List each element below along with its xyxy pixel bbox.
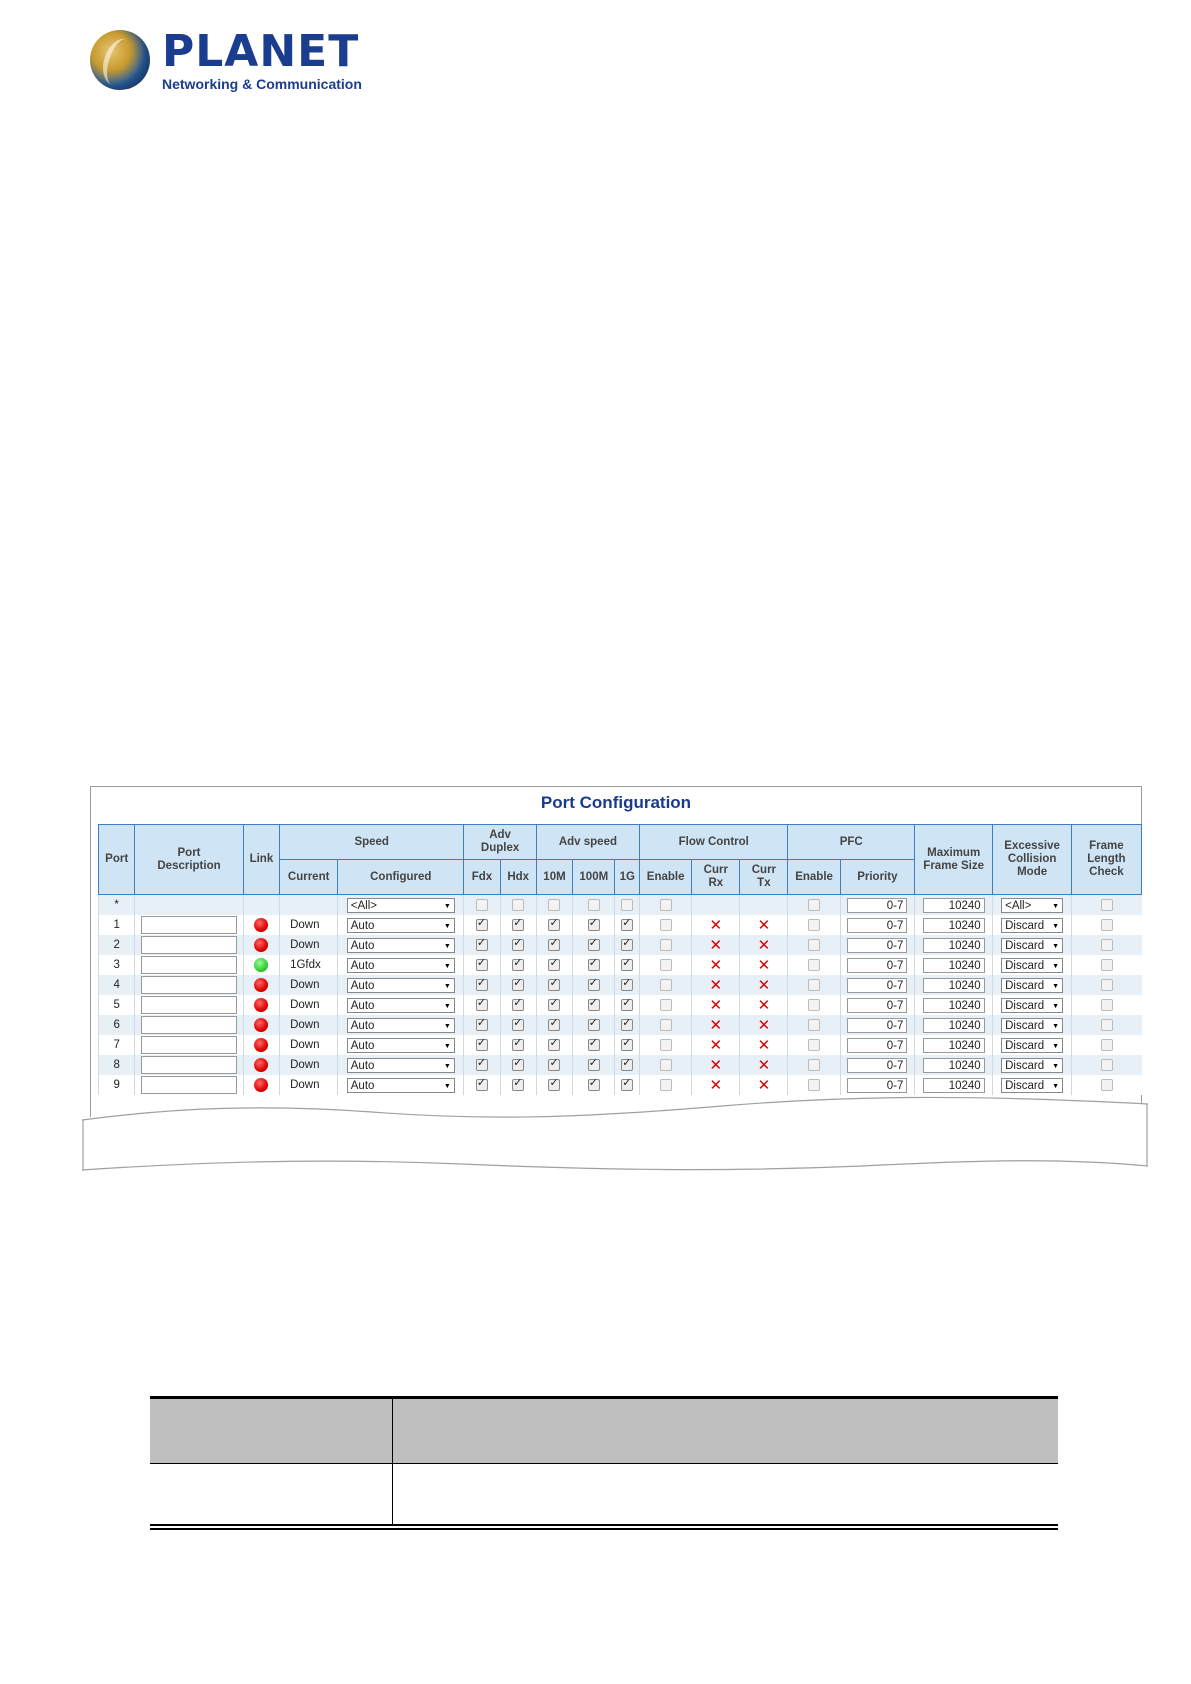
frame-size-input[interactable]: 10240 bbox=[923, 998, 985, 1013]
speed-select[interactable]: Auto ▼ bbox=[347, 1038, 455, 1053]
table-row bbox=[99, 995, 1142, 1015]
frame-size-input[interactable]: 10240 bbox=[923, 1018, 985, 1033]
port-cell: 5 bbox=[99, 995, 135, 1015]
fc-enable-checkbox[interactable] bbox=[660, 979, 672, 991]
1g-checkbox[interactable] bbox=[621, 959, 633, 971]
port-cell: 9 bbox=[99, 1075, 135, 1095]
link-status-icon bbox=[254, 998, 268, 1012]
curr-rx-x-icon: ✕ bbox=[709, 937, 723, 954]
table-row bbox=[99, 1055, 1142, 1075]
priority-input[interactable]: 0-7 bbox=[847, 918, 907, 933]
fdx-checkbox[interactable] bbox=[476, 919, 488, 931]
frame-size-input[interactable]: 10240 bbox=[923, 978, 985, 993]
dropdown-arrow-icon: ▼ bbox=[443, 982, 451, 990]
10m-checkbox-all[interactable] bbox=[548, 899, 560, 911]
speed-select[interactable]: Auto ▼ bbox=[347, 1018, 455, 1033]
dropdown-arrow-icon: ▼ bbox=[443, 1042, 451, 1050]
col-1g: 1G bbox=[615, 860, 640, 895]
collision-mode-select[interactable]: Discard ▼ bbox=[1001, 938, 1063, 953]
dropdown-arrow-icon: ▼ bbox=[1052, 1062, 1060, 1070]
table-header-rule bbox=[150, 1463, 1058, 1464]
100m-checkbox[interactable] bbox=[588, 939, 600, 951]
link-status-icon bbox=[254, 958, 268, 972]
hdx-checkbox[interactable] bbox=[512, 999, 524, 1011]
curr-tx-x-icon: ✕ bbox=[757, 957, 771, 974]
port-description-input[interactable] bbox=[141, 976, 237, 994]
collision-mode-select[interactable]: Discard ▼ bbox=[1001, 1058, 1063, 1073]
curr-tx-x-icon: ✕ bbox=[757, 1057, 771, 1074]
1g-checkbox[interactable] bbox=[621, 1019, 633, 1031]
100m-checkbox[interactable] bbox=[588, 1059, 600, 1071]
hdx-checkbox[interactable] bbox=[512, 959, 524, 971]
col-port: Port bbox=[99, 825, 135, 895]
current-speed: Down bbox=[280, 915, 338, 935]
1g-checkbox[interactable] bbox=[621, 979, 633, 991]
10m-checkbox[interactable] bbox=[548, 1059, 560, 1071]
fc-enable-checkbox[interactable] bbox=[660, 939, 672, 951]
pfc-enable-checkbox[interactable] bbox=[808, 959, 820, 971]
col-hdx: Hdx bbox=[500, 860, 536, 895]
port-cell: 3 bbox=[99, 955, 135, 975]
dropdown-arrow-icon: ▼ bbox=[1052, 982, 1060, 990]
current-speed: Down bbox=[280, 935, 338, 955]
dropdown-arrow-icon: ▼ bbox=[1052, 942, 1060, 950]
col-frame-length-check: Frame Length Check bbox=[1071, 825, 1141, 895]
port-cell: 1 bbox=[99, 915, 135, 935]
priority-input-all[interactable]: 0-7 bbox=[847, 898, 907, 913]
link-status-icon bbox=[254, 1058, 268, 1072]
col-pfc-enable: Enable bbox=[788, 860, 840, 895]
hdx-checkbox[interactable] bbox=[512, 939, 524, 951]
pfc-enable-checkbox[interactable] bbox=[808, 939, 820, 951]
frame-length-checkbox[interactable] bbox=[1101, 999, 1113, 1011]
speed-select[interactable]: Auto ▼ bbox=[347, 998, 455, 1013]
hdx-checkbox-all[interactable] bbox=[512, 899, 524, 911]
pfc-enable-checkbox[interactable] bbox=[808, 1039, 820, 1051]
panel-title: Port Configuration bbox=[540, 793, 692, 812]
port-config-table bbox=[98, 824, 1142, 1095]
priority-input[interactable]: 0-7 bbox=[847, 1058, 907, 1073]
fdx-checkbox[interactable] bbox=[476, 959, 488, 971]
port-description-input[interactable] bbox=[141, 936, 237, 954]
10m-checkbox[interactable] bbox=[548, 1019, 560, 1031]
100m-checkbox[interactable] bbox=[588, 919, 600, 931]
hdx-checkbox[interactable] bbox=[512, 979, 524, 991]
port-cell: 4 bbox=[99, 975, 135, 995]
frame-size-input[interactable]: 10240 bbox=[923, 1038, 985, 1053]
collision-mode-select[interactable]: Discard ▼ bbox=[1001, 1018, 1063, 1033]
fc-enable-checkbox[interactable] bbox=[660, 1059, 672, 1071]
dropdown-arrow-icon: ▼ bbox=[1052, 902, 1060, 910]
collision-mode-select[interactable]: Discard ▼ bbox=[1001, 1078, 1063, 1093]
curr-rx-x-icon: ✕ bbox=[709, 917, 723, 934]
collision-mode-select[interactable]: Discard ▼ bbox=[1001, 978, 1063, 993]
dropdown-arrow-icon: ▼ bbox=[1052, 962, 1060, 970]
col-curr-rx: Curr Rx bbox=[692, 860, 740, 895]
col-max-frame: Maximum Frame Size bbox=[914, 825, 992, 895]
current-speed: 1Gfdx bbox=[280, 955, 338, 975]
table-column-divider bbox=[392, 1399, 393, 1525]
frame-size-input[interactable]: 10240 bbox=[923, 1078, 985, 1093]
priority-input[interactable]: 0-7 bbox=[847, 938, 907, 953]
col-adv-speed: Adv speed bbox=[536, 825, 639, 860]
frame-length-checkbox[interactable] bbox=[1101, 979, 1113, 991]
col-adv-duplex: Adv Duplex bbox=[464, 825, 537, 860]
hdx-checkbox[interactable] bbox=[512, 1059, 524, 1071]
frame-length-checkbox-all[interactable] bbox=[1101, 899, 1113, 911]
pfc-enable-checkbox[interactable] bbox=[808, 979, 820, 991]
frame-size-input[interactable]: 10240 bbox=[923, 918, 985, 933]
port-description-input[interactable] bbox=[141, 916, 237, 934]
link-status-icon bbox=[254, 978, 268, 992]
curr-tx-x-icon: ✕ bbox=[757, 1037, 771, 1054]
link-status-icon bbox=[254, 938, 268, 952]
port-description-input[interactable] bbox=[141, 956, 237, 974]
curr-rx-x-icon: ✕ bbox=[709, 997, 723, 1014]
port-cell: 8 bbox=[99, 1055, 135, 1075]
10m-checkbox[interactable] bbox=[548, 979, 560, 991]
curr-rx-x-icon: ✕ bbox=[709, 977, 723, 994]
curr-tx-x-icon: ✕ bbox=[757, 1077, 771, 1094]
fdx-checkbox[interactable] bbox=[476, 1019, 488, 1031]
col-current: Current bbox=[280, 860, 338, 895]
speed-select[interactable]: Auto ▼ bbox=[347, 1058, 455, 1073]
col-priority: Priority bbox=[840, 860, 914, 895]
logo-brand: PLANET bbox=[162, 26, 360, 77]
100m-checkbox[interactable] bbox=[588, 979, 600, 991]
fdx-checkbox[interactable] bbox=[476, 939, 488, 951]
port-cell: 7 bbox=[99, 1035, 135, 1055]
curr-tx-x-icon: ✕ bbox=[757, 937, 771, 954]
fc-enable-checkbox[interactable] bbox=[660, 959, 672, 971]
collision-mode-select-all[interactable]: <All> ▼ bbox=[1001, 898, 1063, 913]
col-100m: 100M bbox=[573, 860, 615, 895]
curr-rx-x-icon: ✕ bbox=[709, 1057, 723, 1074]
priority-input[interactable]: 0-7 bbox=[847, 958, 907, 973]
speed-select[interactable]: Auto ▼ bbox=[347, 938, 455, 953]
link-status-icon bbox=[254, 1038, 268, 1052]
col-curr-tx: Curr Tx bbox=[740, 860, 788, 895]
fc-enable-checkbox[interactable] bbox=[660, 999, 672, 1011]
dropdown-arrow-icon: ▼ bbox=[443, 1022, 451, 1030]
priority-input[interactable]: 0-7 bbox=[847, 978, 907, 993]
parameter-table bbox=[150, 1396, 1058, 1530]
priority-input[interactable]: 0-7 bbox=[847, 1078, 907, 1093]
current-speed: Down bbox=[280, 995, 338, 1015]
link-status-icon bbox=[254, 918, 268, 932]
curr-tx-x-icon: ✕ bbox=[757, 1017, 771, 1034]
table-row-all bbox=[99, 895, 1142, 916]
100m-checkbox[interactable] bbox=[588, 999, 600, 1011]
priority-input[interactable]: 0-7 bbox=[847, 998, 907, 1013]
speed-select[interactable]: Auto ▼ bbox=[347, 918, 455, 933]
10m-checkbox[interactable] bbox=[548, 1039, 560, 1051]
fdx-checkbox[interactable] bbox=[476, 1059, 488, 1071]
pfc-enable-checkbox[interactable] bbox=[808, 1019, 820, 1031]
hdx-checkbox[interactable] bbox=[512, 1019, 524, 1031]
port-description-input[interactable] bbox=[141, 1036, 237, 1054]
fdx-checkbox[interactable] bbox=[476, 999, 488, 1011]
1g-checkbox[interactable] bbox=[621, 939, 633, 951]
frame-size-input[interactable]: 10240 bbox=[923, 938, 985, 953]
curr-rx-x-icon: ✕ bbox=[709, 1017, 723, 1034]
priority-input[interactable]: 0-7 bbox=[847, 1038, 907, 1053]
port-description-input[interactable] bbox=[141, 996, 237, 1014]
dropdown-arrow-icon: ▼ bbox=[1052, 1042, 1060, 1050]
hdx-checkbox[interactable] bbox=[512, 1039, 524, 1051]
col-flow-control: Flow Control bbox=[640, 825, 788, 860]
table-row bbox=[99, 1015, 1142, 1035]
globe-icon bbox=[90, 30, 150, 90]
frame-length-checkbox[interactable] bbox=[1101, 1039, 1113, 1051]
pfc-enable-checkbox[interactable] bbox=[808, 919, 820, 931]
col-fdx: Fdx bbox=[464, 860, 500, 895]
frame-length-checkbox[interactable] bbox=[1101, 1059, 1113, 1071]
speed-select[interactable]: Auto ▼ bbox=[347, 978, 455, 993]
fc-enable-checkbox[interactable] bbox=[660, 1039, 672, 1051]
col-10m: 10M bbox=[536, 860, 572, 895]
dropdown-arrow-icon: ▼ bbox=[443, 962, 451, 970]
collision-mode-select[interactable]: Discard ▼ bbox=[1001, 918, 1063, 933]
table-row bbox=[99, 935, 1142, 955]
table-row bbox=[99, 915, 1142, 935]
port-cell: 6 bbox=[99, 1015, 135, 1035]
1g-checkbox[interactable] bbox=[621, 1039, 633, 1051]
table-row bbox=[99, 1035, 1142, 1055]
hdx-checkbox[interactable] bbox=[512, 919, 524, 931]
10m-checkbox[interactable] bbox=[548, 959, 560, 971]
frame-length-checkbox[interactable] bbox=[1101, 959, 1113, 971]
pfc-enable-checkbox[interactable] bbox=[808, 999, 820, 1011]
table-header-row bbox=[150, 1399, 1058, 1463]
port-configuration-screenshot bbox=[90, 786, 1142, 1166]
curr-rx-x-icon: ✕ bbox=[709, 957, 723, 974]
col-link: Link bbox=[243, 825, 279, 895]
collision-mode-select[interactable]: Discard ▼ bbox=[1001, 958, 1063, 973]
table-bottom-rule bbox=[150, 1524, 1058, 1526]
dropdown-arrow-icon: ▼ bbox=[443, 1062, 451, 1070]
current-speed: Down bbox=[280, 975, 338, 995]
dropdown-arrow-icon: ▼ bbox=[443, 942, 451, 950]
pfc-enable-checkbox-all[interactable] bbox=[808, 899, 820, 911]
1g-checkbox[interactable] bbox=[621, 1059, 633, 1071]
fc-enable-checkbox[interactable] bbox=[660, 1019, 672, 1031]
100m-checkbox[interactable] bbox=[588, 959, 600, 971]
dropdown-arrow-icon: ▼ bbox=[1052, 922, 1060, 930]
col-fc-enable: Enable bbox=[640, 860, 692, 895]
curr-tx-x-icon: ✕ bbox=[757, 977, 771, 994]
dropdown-arrow-icon: ▼ bbox=[443, 922, 451, 930]
speed-select[interactable]: Auto ▼ bbox=[347, 1078, 455, 1093]
frame-size-input[interactable]: 10240 bbox=[923, 958, 985, 973]
frame-length-checkbox[interactable] bbox=[1101, 1019, 1113, 1031]
link-status-icon bbox=[254, 1018, 268, 1032]
100m-checkbox-all[interactable] bbox=[588, 899, 600, 911]
curr-rx-x-icon: ✕ bbox=[709, 1077, 723, 1094]
100m-checkbox[interactable] bbox=[588, 1019, 600, 1031]
fdx-checkbox-all[interactable] bbox=[476, 899, 488, 911]
curr-tx-x-icon: ✕ bbox=[757, 917, 771, 934]
dropdown-arrow-icon: ▼ bbox=[1052, 1002, 1060, 1010]
port-cell: 2 bbox=[99, 935, 135, 955]
port-description-input[interactable] bbox=[141, 1056, 237, 1074]
table-bottom-rule-2 bbox=[150, 1528, 1058, 1530]
col-speed: Speed bbox=[280, 825, 464, 860]
10m-checkbox[interactable] bbox=[548, 999, 560, 1011]
fdx-checkbox[interactable] bbox=[476, 979, 488, 991]
fc-enable-checkbox-all[interactable] bbox=[660, 899, 672, 911]
10m-checkbox[interactable] bbox=[548, 919, 560, 931]
collision-mode-select[interactable]: Discard ▼ bbox=[1001, 1038, 1063, 1053]
fdx-checkbox[interactable] bbox=[476, 1039, 488, 1051]
table-row bbox=[99, 975, 1142, 995]
fc-enable-checkbox[interactable] bbox=[660, 919, 672, 931]
frame-length-checkbox[interactable] bbox=[1101, 919, 1113, 931]
priority-input[interactable]: 0-7 bbox=[847, 1018, 907, 1033]
curr-rx-x-icon: ✕ bbox=[709, 1037, 723, 1054]
1g-checkbox-all[interactable] bbox=[621, 899, 633, 911]
col-pfc: PFC bbox=[788, 825, 915, 860]
current-speed: Down bbox=[280, 1015, 338, 1035]
1g-checkbox[interactable] bbox=[621, 919, 633, 931]
col-excessive-collision: Excessive Collision Mode bbox=[993, 825, 1071, 895]
100m-checkbox[interactable] bbox=[588, 1039, 600, 1051]
dropdown-arrow-icon: ▼ bbox=[1052, 1082, 1060, 1090]
collision-mode-select[interactable]: Discard ▼ bbox=[1001, 998, 1063, 1013]
port-description-input[interactable] bbox=[141, 1016, 237, 1034]
speed-select[interactable]: Auto ▼ bbox=[347, 958, 455, 973]
1g-checkbox[interactable] bbox=[621, 999, 633, 1011]
frame-size-input-all[interactable]: 10240 bbox=[923, 898, 985, 913]
pfc-enable-checkbox[interactable] bbox=[808, 1059, 820, 1071]
dropdown-arrow-icon: ▼ bbox=[443, 1082, 451, 1090]
current-speed: Down bbox=[280, 1075, 338, 1095]
table-row bbox=[99, 955, 1142, 975]
dropdown-arrow-icon: ▼ bbox=[443, 1002, 451, 1010]
dropdown-arrow-icon: ▼ bbox=[1052, 1022, 1060, 1030]
current-speed: Down bbox=[280, 1035, 338, 1055]
col-configured: Configured bbox=[338, 860, 464, 895]
dropdown-arrow-icon: ▼ bbox=[443, 902, 451, 910]
current-speed: Down bbox=[280, 1055, 338, 1075]
torn-edge bbox=[82, 1086, 1148, 1178]
10m-checkbox[interactable] bbox=[548, 939, 560, 951]
col-port-description: Port Description bbox=[135, 825, 243, 895]
logo-tagline: Networking & Communication bbox=[162, 76, 362, 92]
port-cell: * bbox=[99, 895, 135, 916]
frame-length-checkbox[interactable] bbox=[1101, 939, 1113, 951]
speed-select-all[interactable]: <All> ▼ bbox=[347, 898, 455, 913]
curr-tx-x-icon: ✕ bbox=[757, 997, 771, 1014]
planet-logo bbox=[88, 26, 362, 100]
frame-size-input[interactable]: 10240 bbox=[923, 1058, 985, 1073]
